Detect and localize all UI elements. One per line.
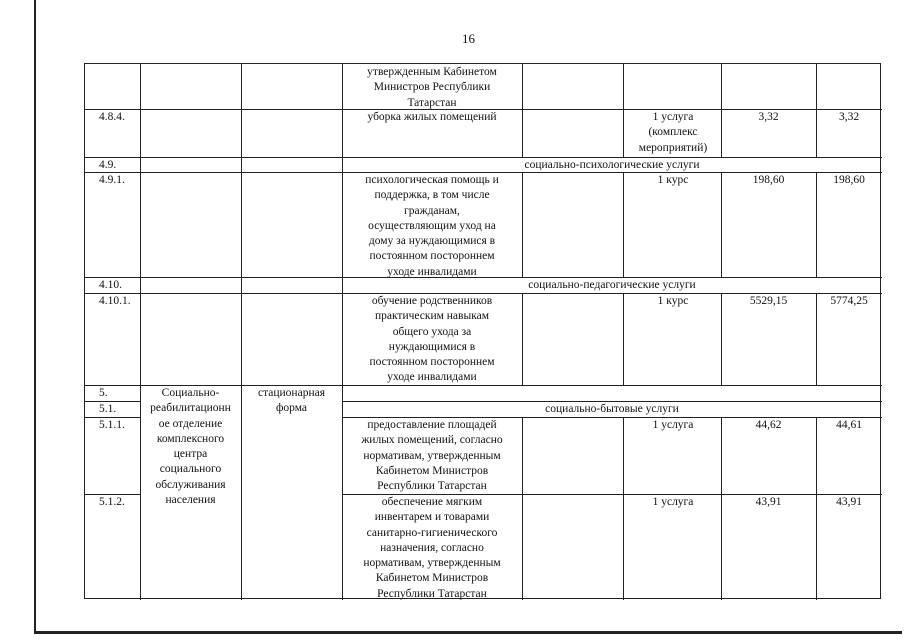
row-code: 5.1.2. (99, 496, 125, 508)
section-header: социально-педагогические услуги (528, 279, 696, 291)
column-divider (522, 293, 523, 385)
column-divider (241, 109, 242, 157)
service-name (342, 495, 522, 601)
tariff-value-2: 43,91 (836, 496, 862, 508)
tariff-value-2: 44,61 (836, 419, 862, 431)
service-name-line: обучение родственников (371, 295, 493, 307)
tariff-value-1: 43,91 (755, 496, 782, 508)
service-name-line: утвержденным Кабинетом (367, 66, 497, 78)
column-divider (241, 277, 242, 293)
column-divider (816, 64, 817, 109)
column-divider (522, 417, 523, 494)
row-code: 4.10.1. (99, 295, 131, 307)
organization-name-line: обслуживания (155, 478, 226, 491)
service-name-line: уходе инвалидами (387, 265, 477, 278)
tariff-value-1: 198,60 (752, 174, 785, 186)
column-divider (241, 172, 242, 277)
column-divider (140, 109, 141, 157)
service-name-line: Кабинетом Министров (375, 464, 489, 477)
service-name-line: постоянном постороннем (369, 356, 495, 369)
service-name-line: обеспечение мягким (381, 496, 483, 508)
tariff-table (84, 63, 881, 599)
column-divider (241, 157, 242, 172)
column-divider (522, 494, 523, 600)
service-name-line: постоянном постороннем (369, 250, 495, 263)
service-name-line: общего ухода за (392, 325, 472, 338)
section-header: социально-бытовые услуги (545, 403, 679, 415)
service-name (342, 418, 522, 495)
unit-line: 1 курс (657, 295, 689, 307)
row-code: 4.10. (99, 279, 122, 291)
service-name (342, 294, 522, 386)
row-code: 4.9.1. (99, 174, 125, 186)
service-name-line: поддержка, в том числе (374, 189, 490, 202)
organization-name (140, 386, 241, 601)
unit-line: мероприятий) (638, 141, 708, 154)
service-name-line: Татарстан (407, 96, 457, 109)
service-name-line: назначения, согласно (380, 541, 484, 554)
row-code: 4.9. (99, 159, 117, 171)
page-number: 16 (462, 31, 475, 46)
organization-name-line: Социально- (161, 387, 220, 399)
service-form-line: форма (275, 402, 308, 415)
service-name-line: жилых помещений, согласно (361, 434, 503, 447)
column-divider (140, 277, 141, 293)
service-name (342, 173, 522, 278)
service-name-line: Министров Республики (373, 81, 491, 94)
service-name-line: психологическая помощь и (365, 174, 499, 186)
unit-of-service (623, 294, 723, 386)
unit-of-service (623, 418, 723, 495)
organization-name-line: реабилитационн (150, 402, 231, 415)
service-name-line: нормативам, утвержденным (363, 449, 501, 462)
row-code: 5.1. (99, 403, 117, 415)
row-code: 5.1.1. (99, 419, 125, 431)
organization-name-line: социального (159, 463, 222, 476)
service-name (342, 65, 522, 110)
unit-line: (комплекс (648, 126, 698, 139)
column-divider (522, 172, 523, 277)
tariff-value-2: 198,60 (833, 174, 865, 186)
organization-name-line: населения (165, 494, 216, 507)
column-divider (342, 385, 343, 401)
service-form-line: стационарная (258, 387, 325, 399)
tariff-value-1: 5529,15 (749, 295, 788, 307)
service-name-line: Кабинетом Министров (375, 572, 489, 585)
column-divider (140, 172, 141, 277)
organization-name-line: центра (173, 448, 208, 461)
tariff-value-2: 5774,25 (830, 295, 868, 307)
service-name (342, 110, 522, 158)
column-divider (522, 64, 523, 109)
service-name-line: санитарно-гигиенического (366, 526, 498, 539)
unit-line: 1 услуга (652, 419, 694, 431)
service-name-line: Республики Татарстан (377, 480, 487, 493)
column-divider (522, 109, 523, 157)
column-divider (140, 64, 141, 109)
service-form (241, 386, 342, 601)
tariff-value-2: 3,32 (838, 111, 860, 123)
row-code: 4.8.4. (99, 111, 125, 123)
column-divider (140, 293, 141, 385)
column-divider (140, 157, 141, 172)
service-name-line: уходе инвалидами (387, 371, 477, 384)
unit-line: 1 курс (657, 174, 689, 186)
tariff-value-1: 3,32 (758, 111, 779, 123)
unit-of-service (623, 495, 723, 601)
service-name-line: гражданам, (404, 204, 460, 217)
unit-of-service (623, 173, 723, 278)
column-divider (721, 64, 722, 109)
unit-line: 1 услуга (652, 111, 694, 123)
tariff-value-1: 44,62 (755, 419, 782, 431)
unit-line: 1 услуга (652, 496, 694, 508)
organization-name-line: ое отделение (158, 417, 223, 430)
section-header: социально-психологические услуги (524, 159, 700, 171)
service-name-line: нормативам, утвержденным (363, 557, 501, 570)
column-divider (241, 293, 242, 385)
organization-name-line: комплексного (156, 432, 225, 445)
column-divider (241, 64, 242, 109)
service-name-line: инвентарем и товарами (374, 511, 490, 524)
service-name-line: Республики Татарстан (377, 587, 487, 600)
service-name-line: предоставление площадей (367, 419, 497, 431)
service-name-line: практическим навыкам (374, 310, 489, 323)
unit-of-service (623, 110, 723, 158)
service-name-line: нуждающимися в (388, 340, 476, 353)
service-name-line: осуществляющим уход на (368, 219, 496, 232)
service-name-line: уборка жилых помещений (367, 111, 497, 123)
service-name-line: дому за нуждающимися в (368, 235, 496, 248)
column-divider (623, 64, 624, 109)
row-code: 5. (99, 387, 108, 399)
